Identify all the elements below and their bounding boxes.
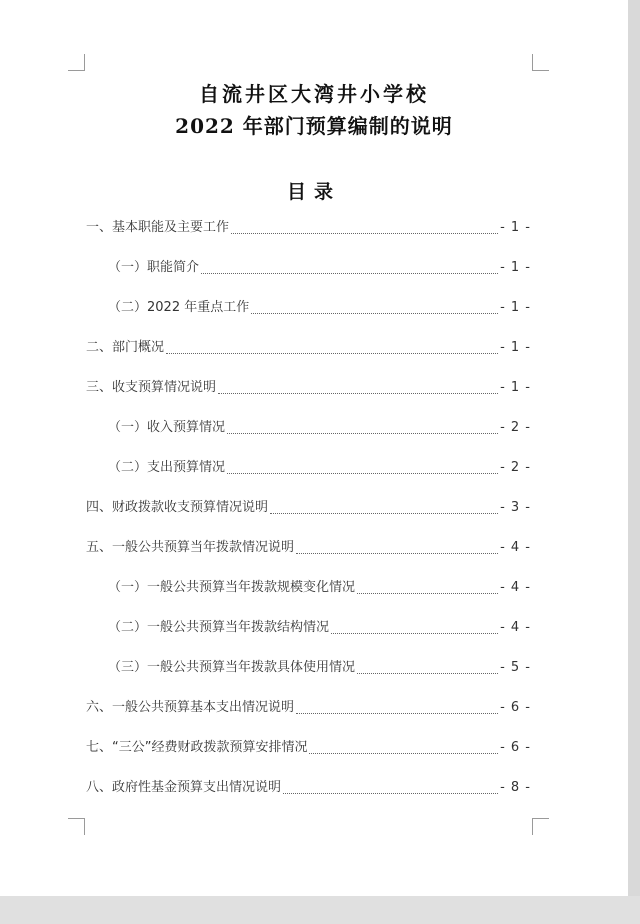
toc-entry[interactable]: [108, 616, 531, 638]
toc-entry[interactable]: [86, 776, 531, 798]
margin-corner-bottom-right: [532, 818, 549, 835]
toc-entry-label: （一）一般公共预算当年拨款规模变化情况: [108, 580, 356, 595]
toc-entry-label: 八、政府性基金预算支出情况说明: [86, 780, 282, 795]
margin-corner-bottom-left: [68, 818, 85, 835]
toc-entry[interactable]: [108, 576, 531, 598]
toc-leader-dots: [357, 672, 498, 674]
toc-entry-label: （三）一般公共预算当年拨款具体使用情况: [108, 660, 356, 675]
toc-entry-label: 一、基本职能及主要工作: [86, 220, 230, 235]
toc-entry-label: 二、部门概况: [86, 340, 165, 355]
toc-entry-page: - 5 -: [500, 660, 531, 675]
toc-leader-dots: [270, 512, 498, 514]
toc-entry-page: - 1 -: [500, 300, 531, 315]
toc-entry-page: - 2 -: [500, 420, 531, 435]
page-shadow: [628, 0, 640, 924]
toc-leader-dots: [296, 552, 498, 554]
toc-leader-dots: [201, 272, 498, 274]
margin-corner-top-left: [68, 54, 85, 71]
toc-entry-label: 四、财政拨款收支预算情况说明: [86, 500, 269, 515]
toc-entry[interactable]: [108, 256, 531, 278]
toc-entry[interactable]: [86, 216, 531, 238]
toc-entry-page: - 6 -: [500, 700, 531, 715]
toc-entry-label: 五、一般公共预算当年拨款情况说明: [86, 540, 295, 555]
toc-leader-dots: [357, 592, 498, 594]
toc-entry[interactable]: [108, 296, 531, 318]
toc-entry-page: - 1 -: [500, 260, 531, 275]
toc-entry-page: - 8 -: [500, 780, 531, 795]
toc-entry-label: （二）支出预算情况: [108, 460, 226, 475]
toc-entry[interactable]: [108, 416, 531, 438]
toc-entry-page: - 2 -: [500, 460, 531, 475]
toc-leader-dots: [166, 352, 498, 354]
toc-entry[interactable]: [86, 536, 531, 558]
toc-entry[interactable]: [86, 376, 531, 398]
toc-leader-dots: [331, 632, 498, 634]
toc-leader-dots: [251, 312, 498, 314]
toc-entry-page: - 4 -: [500, 620, 531, 635]
toc-entry-page: - 4 -: [500, 540, 531, 555]
toc-entry-page: - 1 -: [500, 340, 531, 355]
toc-entry-page: - 1 -: [500, 220, 531, 235]
next-page-gap: [0, 896, 640, 924]
toc-entry-page: - 6 -: [500, 740, 531, 755]
toc-entry[interactable]: [108, 456, 531, 478]
toc-leader-dots: [227, 472, 498, 474]
document-title-line2: 2022 年部门预算编制的说明: [175, 114, 453, 138]
document-title-line1: 自流井区大湾井小学校: [199, 82, 429, 106]
toc-leader-dots: [227, 432, 498, 434]
toc-entry-label: （二）2022 年重点工作: [108, 300, 250, 315]
toc-entry-label: 六、一般公共预算基本支出情况说明: [86, 700, 295, 715]
margin-corner-top-right: [532, 54, 549, 71]
toc-entry-label: （一）职能简介: [108, 260, 200, 275]
toc-entry[interactable]: [86, 736, 531, 758]
toc-entry-label: 三、收支预算情况说明: [86, 380, 217, 395]
toc-leader-dots: [296, 712, 498, 714]
toc-entry-label: （一）收入预算情况: [108, 420, 226, 435]
toc-entry[interactable]: [86, 336, 531, 358]
toc-entry[interactable]: [108, 656, 531, 678]
toc-leader-dots: [231, 232, 498, 234]
toc-leader-dots: [218, 392, 498, 394]
toc-leader-dots: [309, 752, 498, 754]
toc-entry-page: - 1 -: [500, 380, 531, 395]
toc-entry[interactable]: [86, 696, 531, 718]
toc-entry-label: 七、“三公”经费财政拨款预算安排情况: [86, 740, 308, 755]
toc-leader-dots: [283, 792, 498, 794]
toc-entry-page: - 4 -: [500, 580, 531, 595]
toc-entry[interactable]: [86, 496, 531, 518]
toc-entry-page: - 3 -: [500, 500, 531, 515]
toc-heading: 目录: [286, 181, 341, 203]
toc-entry-label: （二）一般公共预算当年拨款结构情况: [108, 620, 330, 635]
